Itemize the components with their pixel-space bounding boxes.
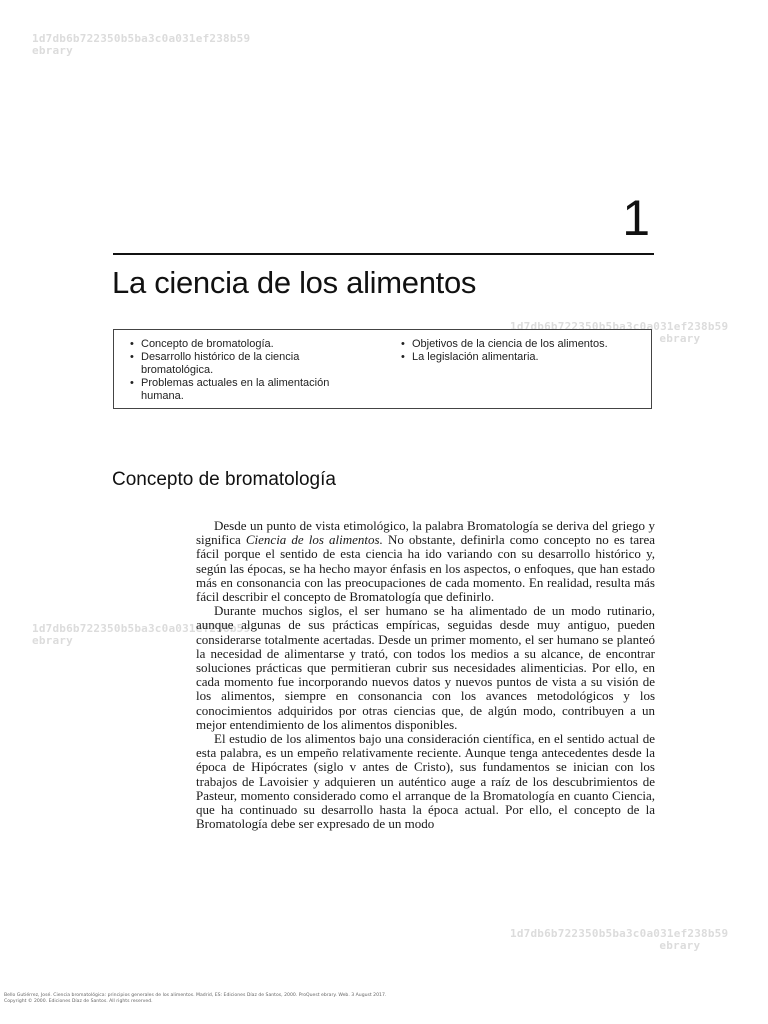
summary-item [128, 351, 368, 377]
summary-item [128, 338, 368, 351]
watermark-bottom-right [510, 928, 728, 952]
watermark-label: ebrary [32, 634, 73, 647]
watermark-label: ebrary [659, 939, 701, 952]
summary-list-right [399, 338, 649, 364]
paragraph [196, 519, 655, 604]
chapter-summary-box [113, 329, 652, 409]
watermark-code: 1d7db6b722350b5ba3c0a031ef238b59 [32, 622, 251, 635]
summary-item [128, 377, 368, 403]
watermark-code: 1d7db6b722350b5ba3c0a031ef238b59 [510, 320, 729, 333]
bullet-icon: • [130, 351, 134, 363]
summary-item-text: La legislación alimentaria. [412, 351, 539, 363]
bullet-icon: • [401, 338, 405, 350]
watermark-top-left [32, 33, 250, 57]
paragraph-text: Desde un punto de vista etimológico, la palabra Bromatología se deriva del griego y significa [196, 518, 655, 548]
summary-item-text: Concepto de bromatología. [141, 338, 274, 350]
chapter-title: La ciencia de los alimentos [112, 265, 477, 300]
summary-list-left [128, 338, 368, 403]
watermark-label: ebrary [32, 44, 73, 57]
paragraph: Durante muchos siglos, el ser humano se ha alimentado de un modo rutinario, aunque algunas de sus prácticas empíricas, seguidas desde muy antiguo, pueden considerarse totalmente acertadas. Desde un primer momento, el ser humano se planteó la necesidad de alimentarse y trató, con todos los medios a su alcance, de encontrar soluciones prácticas que permitieran cubrir sus necesidades alimenticias. Por ello, en cada momento fue incorporando nuevos datos y nuevos puntos de vista a su visión de los alimentos, siempre en consonancia con los avances metodológicos y los conocimientos adquiridos por otras ciencias que, de algún modo, contribuyen a un mejor entendimiento de los alimentos disponibles. [196, 603, 655, 732]
paragraph-text: No obstante, definirla como concepto no es tarea fácil porque el sentido de esta ciencia ha ido variando con su desarrollo histórico y, según las épocas, se ha hecho mayor énfasis en los aspectos, o enfoques, que han estado más en consonancia con las preocupaciones de cada momento. En realidad, resulta más fácil describir el concepto de Bromatología que definirlo. [196, 532, 655, 605]
summary-item-text: Desarrollo histórico de la ciencia bromatológica. [141, 351, 300, 376]
bullet-icon: • [130, 338, 134, 350]
summary-item-text: Problemas actuales en la alimentación humana. [141, 377, 330, 402]
italic-term: Ciencia de los alimentos. [245, 532, 383, 548]
summary-item [399, 338, 649, 351]
bullet-icon: • [130, 377, 134, 389]
paragraph: El estudio de los alimentos bajo una consideración científica, en el sentido actual de esta palabra, es un empeño relativamente reciente. Aunque tenga antecedentes desde la época de Hipócrates (siglo v antes de Cristo), sus fundamentos se inician con los trabajos de Lavoisier y adquieren un auténtico auge a raíz de los descubrimientos de Pasteur, momento considerado como el arranque de la Bromatología en cuanto Ciencia, que ha continuado su desarrollo hasta la época actual. Por ello, el concepto de la Bromatología debe ser expresado de un modo [196, 731, 655, 832]
copyright-citation: Bello Gutiérrez, José. Ciencia bromatológica: principios generales de los alimentos. Madrid, ES: Ediciones Díaz de Santos, 2000. ProQuest ebrary. Web. 3 August 2017. [4, 993, 387, 998]
chapter-number: 1 [622, 190, 650, 246]
watermark-label: ebrary [659, 332, 701, 345]
section-heading: Concepto de bromatología [112, 469, 336, 490]
watermark-code: 1d7db6b722350b5ba3c0a031ef238b59 [510, 927, 729, 940]
copyright-notice [4, 993, 424, 1004]
copyright-rights: Copyright © 2000. Ediciones Díaz de Santos. All rights reserved. [4, 998, 153, 1004]
summary-item-text: Objetivos de la ciencia de los alimentos. [412, 338, 608, 350]
bullet-icon: • [401, 351, 405, 363]
chapter-divider [113, 253, 654, 255]
summary-item [399, 351, 649, 364]
watermark-code: 1d7db6b722350b5ba3c0a031ef238b59 [32, 32, 251, 45]
body-text [196, 519, 655, 831]
